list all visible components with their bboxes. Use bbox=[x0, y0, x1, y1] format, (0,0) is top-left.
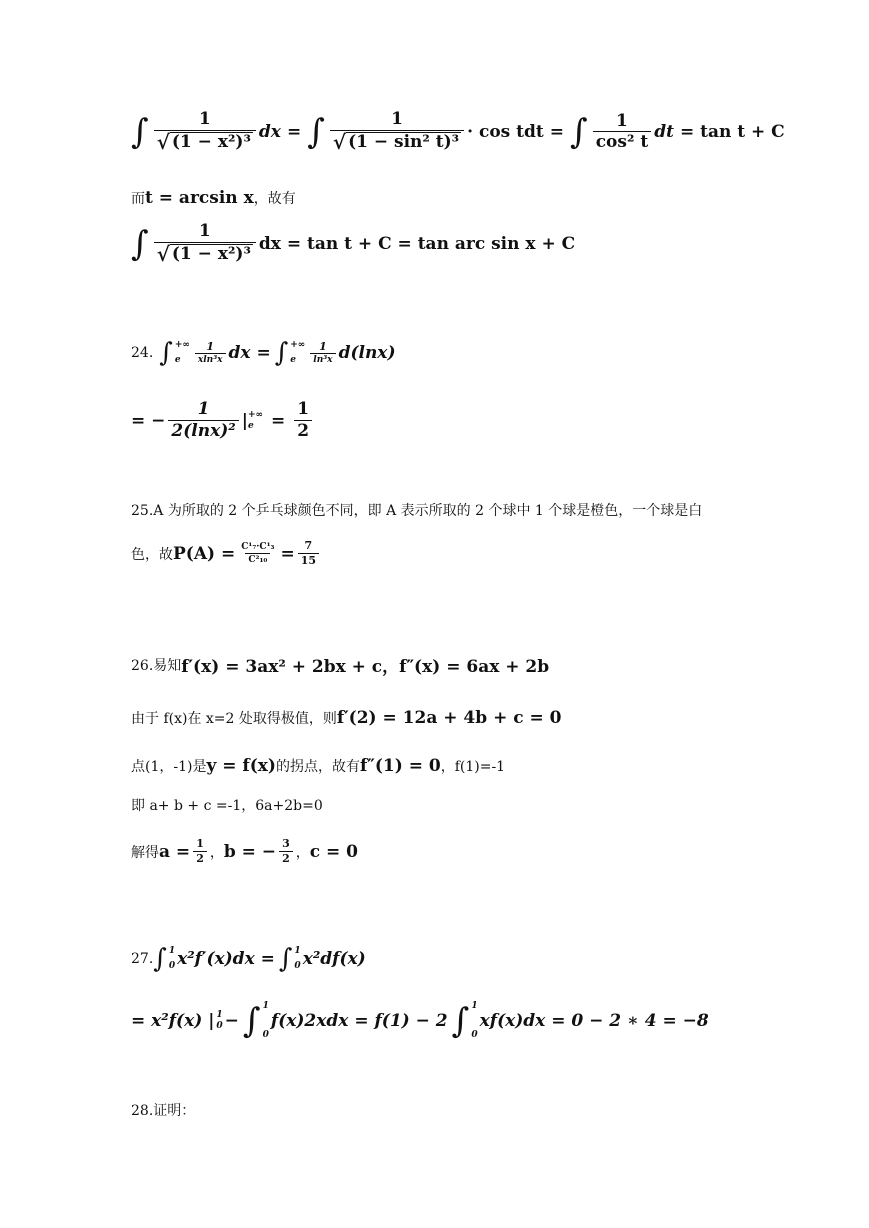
integral-sign: ∫ bbox=[278, 944, 293, 974]
fraction: $\frac{1}{\text{xln³x}}$ bbox=[195, 341, 226, 366]
q24-line1: 24. ∫ +∞ e $\frac{1}{\text{xln³x}}$ dx = ∫ +∞ e $\frac{1}{\text{ln³x}}$ d(lnx) bbox=[131, 338, 396, 368]
fraction: $\frac{1}{2}$ bbox=[294, 400, 312, 441]
integral-sign: ∫ bbox=[131, 112, 149, 153]
fraction: $\frac{1}{\text{cos² t}}$ bbox=[593, 112, 651, 153]
integral-sign: ∫ bbox=[159, 338, 173, 368]
integral-sign: ∫ bbox=[242, 1001, 261, 1041]
fraction: $\frac{\text{C¹₇·C¹₃}}{\text{C²₁₀}}$ bbox=[241, 542, 275, 565]
fraction: 1 √ (1 − sin² t)³ bbox=[330, 110, 464, 154]
equation-result: ∫ 1 √ (1 − x²)³ dx = tan t + C = tan arc sin x + C bbox=[131, 221, 576, 266]
q26-line1: 26.易知 f′(x) = 3ax² + 2bx + c，f″(x) = 6ax + 2b bbox=[131, 657, 550, 677]
q28-label: 28.证明： bbox=[131, 1103, 196, 1119]
q27-line1: 27. ∫ 1 0 x²f′(x)dx = ∫ 1 0 x²df(x) bbox=[131, 944, 366, 974]
integral-sign: ∫ bbox=[153, 944, 167, 974]
fraction: $\frac{1}{\text{ln³x}}$ bbox=[310, 341, 335, 366]
q26-line5: 解得 a = $\frac{1}{2}$ ， b = − $\frac{3}{2}$ ， c = 0 bbox=[131, 837, 358, 865]
q24-line2: = − $\frac{1}{\text{2(lnx)²}}$ | +∞ e = $\frac{1}{2}$ bbox=[131, 400, 315, 441]
q25-line1: 25.A 为所取的 2 个乒乓球颜色不同，即 A 表示所取的 2 个球中 1 个球是橙色，一个球是白 bbox=[131, 503, 703, 519]
fraction: 1 √ (1 − x²)³ bbox=[154, 110, 256, 154]
equation-substitution: ∫ 1 √ (1 − x²)³ dx = ∫ 1 √ (1 − sin² t)³ · cos tdt = ∫ $\frac{1}{\text{cos² t}}$ dt = tan t + C bbox=[131, 109, 785, 154]
fraction: 1 √ (1 − x²)³ bbox=[154, 222, 256, 266]
q25-line2: 色，故 P(A) = $\frac{\text{C¹₇·C¹₃}}{\text{C²₁₀}}$ = $\frac{7}{15}$ bbox=[131, 540, 322, 567]
q27-line2: = x²f(x) | 1 0 − ∫ 1 0 f(x)2xdx = f(1) − 2 ∫ 1 0 xf(x)dx = 0 − 2 ∗ 4 = −8 bbox=[131, 1001, 709, 1041]
q26-line2: 由于 f(x)在 x=2 处取得极值，则 f′(2) = 12a + 4b + c = 0 bbox=[131, 708, 562, 728]
integral-sign: ∫ bbox=[307, 112, 325, 153]
fraction: $\frac{1}{2}$ bbox=[193, 838, 207, 865]
integral-sign: ∫ bbox=[569, 112, 588, 153]
q26-line3: 点(1，-1)是 y = f(x) 的拐点，故有 f″(1) = 0 ，f(1)=-1 bbox=[131, 756, 506, 776]
integral-sign: ∫ bbox=[451, 1001, 470, 1041]
fraction: $\frac{3}{2}$ bbox=[279, 838, 293, 865]
integral-sign: ∫ bbox=[131, 224, 149, 265]
text-since: 而 t = arcsin x ，故有 bbox=[131, 188, 296, 208]
integral-sign: ∫ bbox=[274, 338, 289, 368]
q26-line4: 即 a+ b + c =-1，6a+2b=0 bbox=[131, 798, 323, 814]
fraction: $\frac{7}{15}$ bbox=[298, 540, 319, 567]
fraction: $\frac{1}{\text{2(lnx)²}}$ bbox=[168, 400, 238, 441]
